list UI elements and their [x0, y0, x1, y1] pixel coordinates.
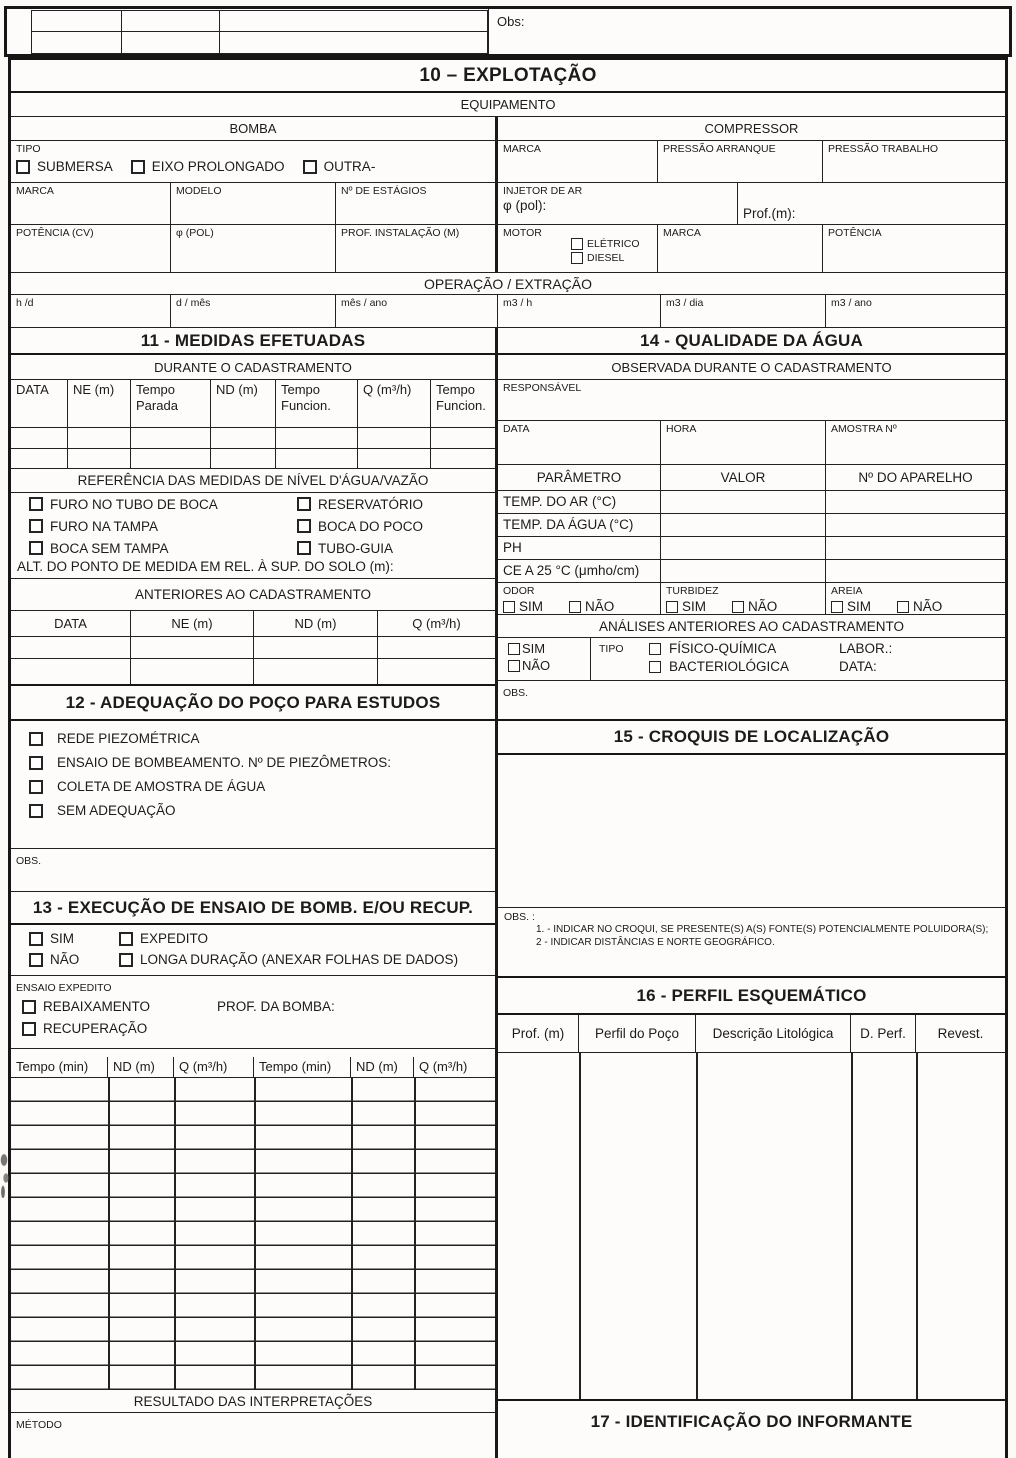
responsavel-field[interactable]: [498, 380, 1005, 421]
longa-duracao-label: LONGA DURAÇÃO (ANEXAR FOLHAS DE DADOS): [140, 952, 459, 967]
ensaio-table-body[interactable]: [11, 1078, 495, 1390]
obs-field[interactable]: [489, 9, 1009, 54]
odor-sim-label: SIM: [519, 598, 544, 614]
empty-cell[interactable]: [220, 11, 487, 32]
ens-col-q2: Q (m³/h): [419, 1059, 468, 1075]
top-mini-table: [31, 10, 488, 54]
analise-data-field[interactable]: DATA:: [839, 659, 877, 674]
compressor-marca-field[interactable]: [498, 141, 658, 182]
informante-area[interactable]: [498, 1443, 1005, 1458]
checkbox-rede-piezometrica[interactable]: [29, 732, 43, 746]
boca-sem-tampa-label: BOCA SEM TAMPA: [50, 540, 169, 556]
observada-label: OBSERVADA DURANTE O CADASTRAMENTO: [498, 355, 1005, 380]
durante-label: DURANTE O CADASTRAMENTO: [11, 355, 495, 380]
op-dmes-field[interactable]: [171, 295, 336, 327]
op-m3h-label: m3 / h: [503, 297, 533, 309]
checkbox-odor-sim[interactable]: [503, 601, 515, 613]
motor-cell: [498, 225, 658, 272]
resultado-title: RESULTADO DAS INTERPRETAÇÕES: [11, 1390, 495, 1413]
checkbox-eixo-prolongado[interactable]: [131, 160, 145, 174]
adequacao-obs-field[interactable]: [11, 848, 495, 891]
alt-ponto-medida-field[interactable]: ALT. DO PONTO DE MEDIDA EM REL. À SUP. DO SOLO (m):: [11, 559, 495, 579]
furo-tubo-boca-label: FURO NO TUBO DE BOCA: [50, 496, 218, 512]
col-q: Q (m³/h): [358, 380, 431, 427]
valor-cell[interactable]: [661, 514, 826, 536]
areia-nao-label: NÃO: [913, 598, 943, 614]
sem-adequacao-label: SEM ADEQUAÇÃO: [57, 803, 176, 818]
motor-marca-label: MARCA: [663, 227, 701, 239]
main-form: [8, 57, 1008, 1458]
phi-pol-bomba-field[interactable]: [171, 225, 336, 272]
section17-title: 17 - IDENTIFICAÇÃO DO INFORMANTE: [590, 1412, 913, 1431]
top-strip: [4, 6, 1012, 57]
referencia-title: REFERÊNCIA DAS MEDIDAS DE NÍVEL D'ÁGUA/VAZÃO: [11, 469, 495, 493]
checkbox-turbidez-nao[interactable]: [732, 601, 744, 613]
metodo-field[interactable]: [11, 1413, 495, 1458]
section10-title: 10 – EXPLOTAÇÃO: [11, 60, 1005, 93]
tipo-label: TIPO: [16, 143, 41, 155]
odor-label: ODOR: [503, 585, 535, 597]
op-hd-label: h /d: [16, 297, 34, 309]
op-m3ano-label: m3 / ano: [831, 297, 872, 309]
prof-da-bomba-field[interactable]: PROF. DA BOMBA:: [217, 999, 335, 1014]
motor-potencia-field[interactable]: [823, 225, 1005, 272]
croquis-note-1: 1. - INDICAR NO CROQUI, SE PRESENTE(S) A(S) FONTE(S) POTENCIALMENTE POLUIDORA(S);: [536, 924, 989, 936]
qualidade-obs-label: OBS.: [503, 687, 529, 699]
param-temp-ar: TEMP. DO AR (°C): [498, 491, 661, 513]
checkbox-areia-sim[interactable]: [831, 601, 843, 613]
bomba-marca-label: MARCA: [16, 185, 54, 197]
col-aparelho: Nº DO APARELHO: [858, 470, 973, 485]
compressor-marca-label: MARCA: [503, 143, 541, 155]
tubo-guia-label: TUBO-GUIA: [318, 540, 394, 556]
perfil-table-body[interactable]: [498, 1053, 1005, 1401]
perfil-col-prof: Prof. (m): [498, 1015, 579, 1052]
column-divider: [351, 1078, 353, 1390]
furo-tampa-label: FURO NA TAMPA: [50, 518, 159, 534]
checkbox-reservatorio[interactable]: [297, 497, 311, 511]
prof-m-label: Prof.(m):: [743, 205, 796, 221]
eletrico-label: ELÉTRICO: [587, 237, 640, 250]
col-ne: NE (m): [68, 380, 131, 427]
croquis-note-2: 2 - INDICAR DISTÂNCIAS E NORTE GEOGRÁFICO.: [536, 936, 775, 948]
medidas-row[interactable]: [11, 449, 495, 469]
expedito-label: EXPEDITO: [140, 931, 209, 946]
column-divider: [851, 1053, 853, 1399]
col-nd: ND (m): [211, 380, 276, 427]
aparelho-cell[interactable]: [826, 560, 1005, 582]
phi-pol-label: φ (pol):: [503, 197, 547, 213]
equipamento-label: EQUIPAMENTO: [11, 93, 1005, 117]
column-divider: [916, 1053, 918, 1399]
motor-marca-field[interactable]: [658, 225, 823, 272]
valor-cell[interactable]: [661, 560, 826, 582]
aparelho-cell[interactable]: [826, 514, 1005, 536]
areia-sim-label: SIM: [847, 598, 872, 614]
checkbox-boca-do-poco[interactable]: [297, 519, 311, 533]
bomba-title: BOMBA: [11, 117, 498, 140]
op-m3dia-label: m3 / dia: [666, 297, 704, 309]
section13-title: 13 - EXECUÇÃO DE ENSAIO DE BOMB. E/OU RECUP.: [11, 891, 495, 925]
checkbox-longa-duracao[interactable]: [119, 953, 133, 967]
ens-col-q1: Q (m³/h): [174, 1057, 254, 1077]
motor-label: MOTOR: [503, 227, 542, 239]
checkbox-eletrico[interactable]: [571, 238, 583, 250]
checkbox-analises-sim[interactable]: [508, 643, 520, 655]
col2-q: Q (m³/h): [412, 616, 461, 631]
param-ce: CE A 25 °C (μmho/cm): [498, 560, 661, 582]
checkbox-outra[interactable]: [303, 160, 317, 174]
checkbox-furo-tubo-boca[interactable]: [29, 497, 43, 511]
empty-cell[interactable]: [122, 32, 220, 53]
checkbox-bacteriologica[interactable]: [649, 661, 661, 673]
param-ph: PH: [498, 537, 661, 559]
bomba-estagios-label: Nº DE ESTÁGIOS: [341, 185, 427, 197]
column-divider: [108, 1078, 110, 1390]
coleta-amostra-label: COLETA DE AMOSTRA DE ÁGUA: [57, 779, 266, 794]
col2-nd: ND (m): [254, 611, 378, 636]
checkbox-areia-nao[interactable]: [897, 601, 909, 613]
prof-m-field[interactable]: [738, 183, 1005, 224]
bomba-marca-field[interactable]: [11, 183, 171, 224]
ens-col-nd2: ND (m): [351, 1057, 414, 1077]
fisico-quimica-label: FÍSICO-QUÍMICA: [669, 641, 777, 656]
pressao-trabalho-field[interactable]: [823, 141, 1005, 182]
bomba-estagios-field[interactable]: [336, 183, 498, 224]
checkbox-boca-sem-tampa[interactable]: [29, 541, 43, 555]
op-mesano-field[interactable]: [336, 295, 498, 327]
col-tempo-funcion: Tempo Funcion.: [276, 380, 358, 427]
column-divider: [254, 1078, 256, 1390]
ens-col-tempo1: Tempo (min): [11, 1057, 108, 1077]
op-m3ano-field[interactable]: [826, 295, 1005, 327]
empty-cell[interactable]: [122, 11, 220, 32]
ensaio-sim-label: SIM: [50, 931, 75, 946]
ens-col-tempo2: Tempo (min): [254, 1057, 351, 1077]
column-divider: [696, 1053, 698, 1399]
col-data: DATA: [11, 380, 68, 427]
anteriores-title: ANTERIORES AO CADASTRAMENTO: [11, 579, 495, 611]
column-divider: [579, 1053, 581, 1399]
right-column: [498, 328, 1005, 1458]
anteriores-row[interactable]: [11, 637, 495, 659]
column-divider: [174, 1078, 176, 1390]
amostra-label: AMOSTRA Nº: [831, 423, 897, 435]
reservatorio-label: RESERVATÓRIO: [318, 496, 424, 512]
aparelho-cell[interactable]: [826, 537, 1005, 559]
checkbox-sem-adequacao[interactable]: [29, 804, 43, 818]
responsavel-label: RESPONSÁVEL: [503, 382, 582, 394]
pressao-arranque-field[interactable]: [658, 141, 823, 182]
metodo-label: MÉTODO: [16, 1419, 62, 1431]
checkbox-analises-nao[interactable]: [508, 660, 520, 672]
ensaio-nao-label: NÃO: [50, 952, 80, 967]
operacao-title: OPERAÇÃO / EXTRAÇÃO: [11, 273, 1005, 295]
boca-do-poco-label: BOCA DO POCO: [318, 518, 424, 534]
outra-label: OUTRA-: [323, 158, 376, 174]
perfil-col-dperf: D. Perf.: [851, 1015, 916, 1052]
odor-nao-label: NÃO: [585, 598, 615, 614]
valor-cell[interactable]: [661, 537, 826, 559]
checkbox-rebaixamento[interactable]: [22, 1000, 36, 1014]
checkbox-diesel[interactable]: [571, 252, 583, 264]
anteriores-row[interactable]: [11, 659, 495, 686]
section14-title: 14 - QUALIDADE DA ÁGUA: [498, 328, 1005, 355]
qualidade-obs-field[interactable]: [498, 681, 1005, 721]
perfil-col-revest: Revest.: [937, 1026, 984, 1041]
analises-nao-label: NÃO: [522, 658, 551, 673]
amostra-field[interactable]: [826, 421, 1005, 464]
op-mesano-label: mês / ano: [341, 297, 388, 309]
pressao-arranque-label: PRESSÃO ARRANQUE: [663, 143, 776, 155]
qualidade-hora-field[interactable]: [661, 421, 826, 464]
tipo-analise-label: TIPO: [599, 642, 624, 655]
recuperacao-label: RECUPERAÇÃO: [43, 1021, 148, 1036]
col-parametro: PARÂMETRO: [498, 465, 661, 490]
analises-sim-label: SIM: [522, 641, 546, 656]
section16-title: 16 - PERFIL ESQUEMÁTICO: [498, 978, 1005, 1015]
turbidez-label: TURBIDEZ: [666, 585, 719, 597]
col-tempo-parada: Tempo Parada: [131, 380, 211, 427]
submersa-label: SUBMERSA: [37, 158, 113, 174]
medidas-row[interactable]: [11, 428, 495, 449]
phi-pol-bomba-label: φ (POL): [176, 227, 214, 239]
motor-potencia-label: POTÊNCIA: [828, 227, 882, 239]
param-temp-agua: TEMP. DA ÁGUA (°C): [498, 514, 661, 536]
empty-cell[interactable]: [32, 11, 122, 32]
op-hd-field[interactable]: [11, 295, 171, 327]
empty-cell[interactable]: [220, 32, 487, 53]
qualidade-data-field[interactable]: [498, 421, 661, 464]
op-m3dia-field[interactable]: [661, 295, 826, 327]
ensaio-expedito-label: ENSAIO EXPEDITO: [16, 982, 112, 994]
labor-field[interactable]: LABOR.:: [839, 641, 893, 656]
croquis-obs-label: OBS. :: [504, 911, 535, 923]
checkbox-ensaio-nao[interactable]: [29, 953, 43, 967]
col2-data: DATA: [11, 611, 131, 636]
valor-cell[interactable]: [661, 491, 826, 513]
bomba-modelo-field[interactable]: [171, 183, 336, 224]
prof-instalacao-label: PROF. INSTALAÇÃO (M): [341, 227, 460, 239]
col2-ne: NE (m): [131, 611, 254, 636]
croquis-area[interactable]: [498, 755, 1005, 908]
op-dmes-label: d / mês: [176, 297, 211, 309]
col-valor: VALOR: [661, 465, 826, 490]
potencia-cv-label: POTÊNCIA (CV): [16, 227, 94, 239]
perfil-col-poco: Perfil do Poço: [579, 1015, 696, 1052]
empty-cell[interactable]: [32, 32, 122, 53]
checkbox-expedito[interactable]: [119, 932, 133, 946]
rede-piezometrica-label: REDE PIEZOMÉTRICA: [57, 731, 200, 746]
bacteriologica-label: BACTERIOLÓGICA: [669, 659, 790, 674]
eixo-prolongado-label: EIXO PROLONGADO: [151, 158, 285, 174]
checkbox-recuperacao[interactable]: [22, 1022, 36, 1036]
prof-instalacao-field[interactable]: [336, 225, 498, 272]
col-tempo-funcion-2: Tempo Funcion.: [436, 382, 486, 413]
perfil-col-descricao: Descrição Litológica: [696, 1015, 851, 1052]
areia-label: AREIA: [831, 585, 863, 597]
rebaixamento-label: REBAIXAMENTO: [43, 999, 151, 1014]
qualidade-hora-label: HORA: [666, 423, 697, 435]
injetor-ar-label: INJETOR DE AR: [503, 185, 583, 197]
turbidez-sim-label: SIM: [682, 598, 707, 614]
obs-label: Obs:: [497, 14, 525, 29]
injetor-ar-field[interactable]: [498, 183, 738, 224]
checkbox-coleta-amostra[interactable]: [29, 780, 43, 794]
checkbox-turbidez-sim[interactable]: [666, 601, 678, 613]
aparelho-cell[interactable]: [826, 491, 1005, 513]
compressor-title: COMPRESSOR: [704, 121, 799, 136]
scan-artifact: [0, 1148, 11, 1198]
diesel-label: DIESEL: [587, 252, 625, 265]
checkbox-tubo-guia[interactable]: [297, 541, 311, 555]
turbidez-nao-label: NÃO: [748, 598, 778, 614]
left-column: [11, 328, 498, 1458]
section12-title: 12 - ADEQUAÇÃO DO POÇO PARA ESTUDOS: [11, 686, 495, 721]
checkbox-odor-nao[interactable]: [569, 601, 581, 613]
checkbox-ensaio-sim[interactable]: [29, 932, 43, 946]
ens-col-nd1: ND (m): [108, 1057, 174, 1077]
top-table-zone: [7, 9, 489, 54]
analises-title: ANÁLISES ANTERIORES AO CADASTRAMENTO: [498, 615, 1005, 638]
adequacao-obs-label: OBS.: [16, 855, 42, 867]
column-divider: [414, 1078, 416, 1390]
bomba-modelo-label: MODELO: [176, 185, 222, 197]
checkbox-ensaio-bombeamento[interactable]: [29, 756, 43, 770]
section15-title: 15 - CROQUIS DE LOCALIZAÇÃO: [498, 721, 1005, 755]
ensaio-bombeamento-label: ENSAIO DE BOMBEAMENTO. Nº DE PIEZÔMETROS:: [57, 755, 391, 770]
qualidade-data-label: DATA: [503, 423, 530, 435]
bomba-tipo-cell: [11, 141, 498, 182]
checkbox-furo-tampa[interactable]: [29, 519, 43, 533]
checkbox-fisico-quimica[interactable]: [649, 643, 661, 655]
potencia-cv-field[interactable]: [11, 225, 171, 272]
section11-title: 11 - MEDIDAS EFETUADAS: [11, 328, 495, 355]
pressao-trabalho-label: PRESSÃO TRABALHO: [828, 143, 939, 155]
checkbox-submersa[interactable]: [16, 160, 30, 174]
op-m3h-field[interactable]: [498, 295, 661, 327]
